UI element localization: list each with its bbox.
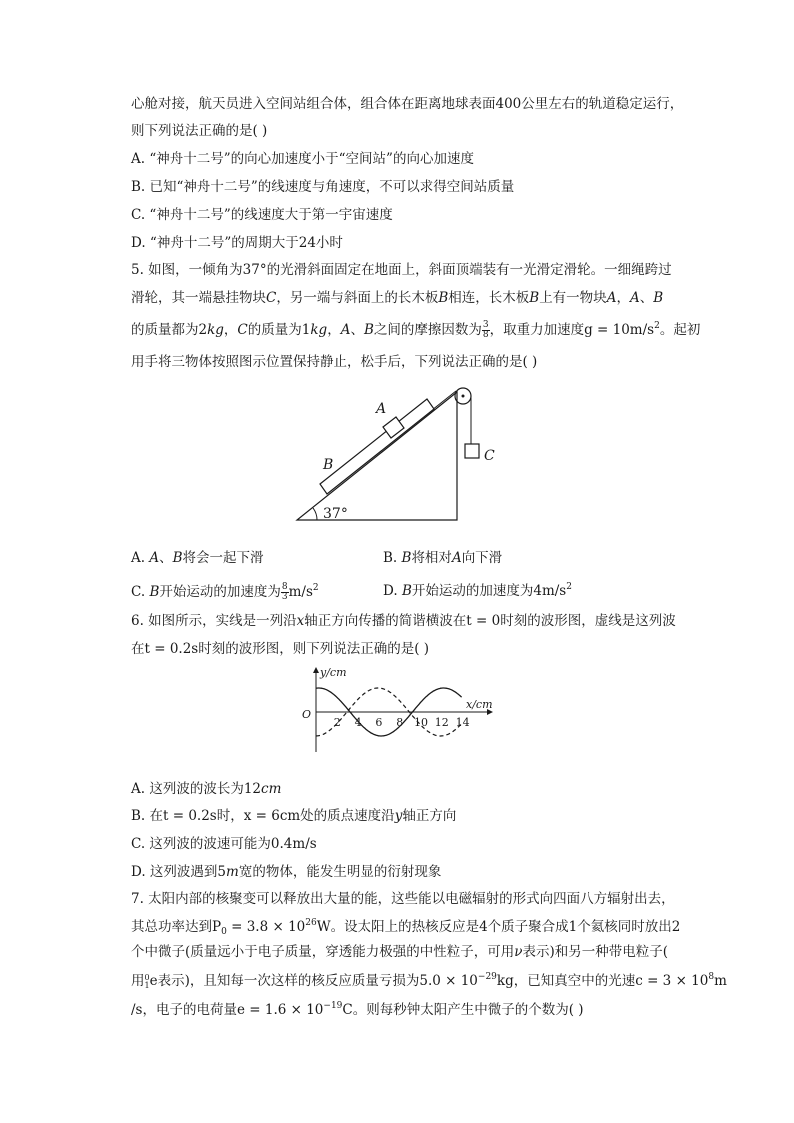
angle-arc bbox=[313, 508, 317, 520]
x-tick-label: 2 bbox=[333, 716, 341, 729]
x-tick-label: 8 bbox=[396, 716, 404, 729]
q6-option-c: C. 这列波的波速可能为0.4m/s bbox=[131, 836, 317, 852]
label-a: A bbox=[376, 401, 387, 417]
q5-option-c: C. B开始运动的加速度为 $\frac{8}{3}$ $m/s^2$ bbox=[131, 582, 319, 602]
q4-stem-line-1: 心舱对接，航天员进入空间站组合体，组合体在距离地球表面400公里左右的轨道稳定运行， bbox=[131, 96, 684, 112]
q5-stem-line-4: 用手将三物体按照图示位置保持静止，松手后，下列说法正确的是( ) bbox=[131, 354, 538, 370]
nuclide-script: 0 1 bbox=[144, 972, 150, 990]
q7-stem-line-1: 7. 太阳内部的核聚变可以释放出大量的能，这些能以电磁辐射的形式向四面八方辐射出去， bbox=[131, 891, 675, 907]
q6-option-b: B. 在t = 0.2s时，x = 6cm处的质点速度沿y轴正方向 bbox=[131, 808, 457, 824]
q7-stem-line-4: 用 0 1 e表示)，且知每一次这样的核反应质量亏损为$5.0 \times 10^{-29}kg$，已知真空中的光速$c = 3 \times 10^8m$ bbox=[131, 972, 727, 990]
q4-option-c: C. “神舟十二号”的线速度大于第一宇宙速度 bbox=[131, 207, 393, 223]
q6-option-a: A. 这列波的波长为12cm bbox=[131, 781, 282, 797]
x-tick-labels bbox=[334, 716, 470, 729]
q7-stem-line-2: 其总功率达到$P_0 = 3.8 \times 10^{26}W$。设太阳上的热核反应是4个质子聚合成1个氦核同时放出2 bbox=[131, 918, 681, 937]
q4-option-b: B. 已知“神舟十二号”的线速度与角速度，不可以求得空间站质量 bbox=[131, 179, 515, 195]
q4-stem-line-2: 则下列说法正确的是( ) bbox=[131, 123, 268, 139]
pulley-axle bbox=[462, 395, 465, 398]
label-b: B bbox=[323, 457, 334, 473]
q5-option-a: A. A、B将会一起下滑 bbox=[131, 550, 264, 566]
q5-option-b: B. B将相对A向下滑 bbox=[383, 550, 503, 566]
q5-option-d: D. B开始运动的加速度为$4m/s^2$ bbox=[383, 582, 572, 599]
x-tick-label: 10 bbox=[414, 716, 428, 729]
q4-option-d: D. “神舟十二号”的周期大于24小时 bbox=[131, 235, 343, 251]
q5-stem-line-2: 滑轮，其一端悬挂物块C，另一端与斜面上的长木板B相连，长木板B上有一物块A，A、B bbox=[131, 290, 664, 306]
q6-stem-line-1: 6. 如图所示，实线是一列沿x轴正方向传播的简谐横波在t = 0时刻的波形图，虚线是这列波 bbox=[131, 613, 676, 629]
wave-graph bbox=[296, 664, 502, 756]
q5-stem-line-1: 5. 如图，一倾角为37°的光滑斜面固定在地面上，斜面顶端装有一光滑定滑轮。一细绳跨过 bbox=[131, 262, 672, 278]
q6-stem-line-2: 在t = 0.2s时刻的波形图，则下列说法正确的是( ) bbox=[131, 641, 430, 657]
y-axis-label: y/cm bbox=[320, 666, 347, 679]
q7-stem-line-5: /s，电子的电荷量$e = 1.6 \times 10^{-19}C$。则每秒钟太阳产生中微子的个数为( ) bbox=[131, 1001, 584, 1018]
origin-label: O bbox=[302, 708, 312, 721]
fraction-8-3: $\frac{8}{3}$ bbox=[281, 582, 288, 602]
q6-option-d: D. 这列波遇到5m宽的物体，能发生明显的衍射现象 bbox=[131, 864, 442, 880]
q4-option-a: A. “神舟十二号”的向心加速度小于“空间站”的向心加速度 bbox=[131, 151, 474, 167]
x-tick-label: 6 bbox=[375, 716, 383, 729]
label-c: C bbox=[484, 448, 495, 464]
q7-stem-line-3: 个中微子(质量远小于电子质量，穿透能力极强的中性粒子，可用ν表示)和另一种带电粒子( bbox=[131, 944, 669, 960]
fraction-3-8: $\frac{3}{8}$ bbox=[482, 320, 489, 340]
x-tick-label: 12 bbox=[434, 716, 449, 729]
angle-label: 37° bbox=[323, 506, 348, 522]
incline-pulley-figure bbox=[290, 382, 510, 524]
x-tick-label: 4 bbox=[354, 716, 362, 729]
x-tick-label: 14 bbox=[455, 716, 470, 729]
block-c bbox=[465, 444, 479, 458]
x-axis-label: x/cm bbox=[466, 698, 493, 711]
q5-stem-line-3: 的质量都为2kg，C的质量为1kg，A、B之间的摩擦因数为 $\frac{3}{8}$ ，取重力加速度$g = 10m/s^2$。起初 bbox=[131, 320, 701, 340]
